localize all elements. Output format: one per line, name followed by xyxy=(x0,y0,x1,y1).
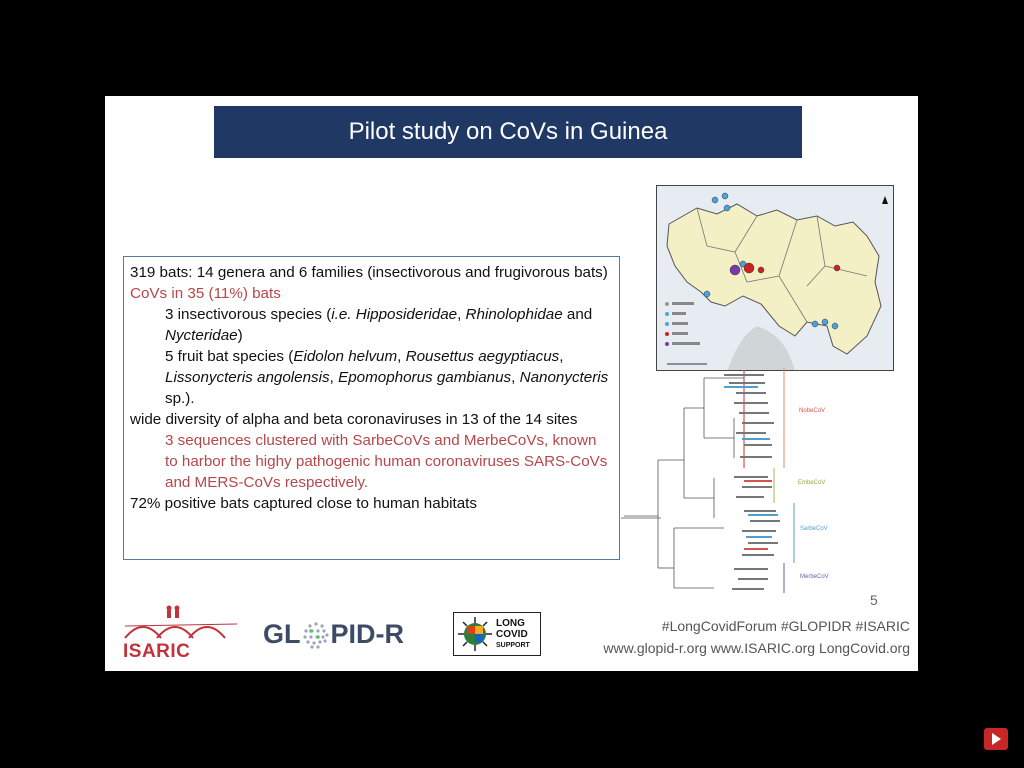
sample-site-marker xyxy=(704,291,710,297)
clade-label-sarbecov: SarbeCoV xyxy=(800,526,828,532)
clade-label-nobecov: NobeCoV xyxy=(799,408,826,414)
sample-site-marker xyxy=(712,197,718,203)
finding-insectivorous-species: 3 insectivorous species (i.e. Hipposideridae, Rhinolophidae and Nycteridae) xyxy=(165,306,593,344)
isaric-logo-text: ISARIC xyxy=(123,641,191,662)
sample-site-marker xyxy=(822,319,828,325)
sample-site-marker xyxy=(758,267,764,273)
sample-site-marker xyxy=(744,263,754,273)
glopid-globe-icon xyxy=(302,621,330,649)
finding-sequences-clustered: 3 sequences clustered with SarbeCoVs and MerbeCoVs, known to harbor the highy pathogenic human coronaviruses SARS-CoVs and MERS-CoVs respectively. xyxy=(165,432,608,491)
sample-site-marker xyxy=(834,265,840,271)
glopid-r-logo: GL PID-R xyxy=(263,619,404,649)
finding-habitats: 72% positive bats captured close to human habitats xyxy=(130,495,477,512)
clade-label-embecov: EmbeCoV xyxy=(798,480,826,486)
sample-site-marker xyxy=(832,323,838,329)
slide-title: Pilot study on CoVs in Guinea xyxy=(214,106,802,158)
finding-diversity: wide diversity of alpha and beta coronaviruses in 13 of the 14 sites xyxy=(130,411,578,428)
finding-fruit-bat-species: 5 fruit bat species (Eidolon helvum, Rousettus aegyptiacus, Lissonycteris angolensis, Epomophorus gambianus, Nanonycteris sp.). xyxy=(165,348,609,407)
sample-site-marker xyxy=(724,205,730,211)
presentation-slide xyxy=(105,96,918,671)
youtube-subscribe-icon[interactable] xyxy=(984,728,1008,750)
virus-icon xyxy=(457,616,493,652)
finding-bats-count: 319 bats: 14 genera and 6 families (insectivorous and frugivorous bats) xyxy=(130,264,608,281)
clade-label-merbecov: MerbeCoV xyxy=(800,574,829,580)
footer-hashtags: #LongCovidForum #GLOPIDR #ISARIC xyxy=(661,618,910,634)
phylogenetic-tree xyxy=(624,368,914,598)
finding-cov-positive: CoVs in 35 (11%) bats xyxy=(130,285,281,302)
sample-site-marker xyxy=(722,193,728,199)
page-number: 5 xyxy=(870,592,878,608)
findings-text-box xyxy=(123,256,620,560)
sample-site-marker xyxy=(730,265,740,275)
footer-urls: www.glopid-r.org www.ISARIC.org LongCovid.org xyxy=(603,640,910,656)
sample-site-marker xyxy=(812,321,818,327)
long-covid-support-logo: LONG COVID SUPPORT xyxy=(453,612,541,656)
guinea-sampling-map xyxy=(656,185,894,371)
